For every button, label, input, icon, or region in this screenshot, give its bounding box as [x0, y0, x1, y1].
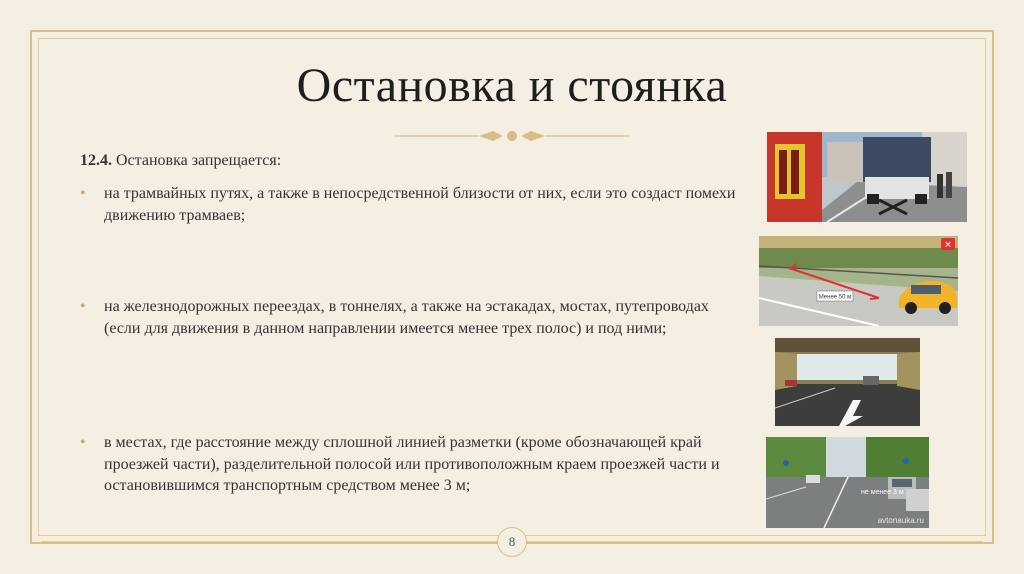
distance-label: не менее 3 м	[861, 489, 904, 496]
photo-tunnel	[775, 338, 920, 426]
bullet-icon: •	[80, 185, 86, 202]
rule-number: 12.4.	[80, 152, 112, 169]
list-item	[80, 183, 740, 226]
list-item-text: в местах, где расстояние между сплошной линией разметки (кроме обозначающей край проезжей части), разделительной полосой или противоположным краем проезжей части и остановившимся транспортным средством менее 3 м;	[104, 434, 720, 494]
rule-heading-text: Остановка запрещается:	[112, 152, 282, 169]
photo-street-distance	[766, 437, 929, 528]
distance-label: Менее 50 м	[818, 294, 852, 301]
title-ornament-icon	[395, 128, 629, 144]
footer-divider	[41, 541, 497, 542]
list-item-text: на трамвайных путях, а также в непосредственной близости от них, если это создаст помехи движению трамваев;	[104, 185, 736, 224]
list-item-text: на железнодорожных переездах, в тоннелях, а также на эстакадах, мостах, путепроводах (если для движения в данном направлении имеется менее трех полос) и под ними;	[104, 298, 709, 337]
list-item	[80, 296, 740, 339]
bullet-icon: •	[80, 298, 86, 315]
slide-title: Остановка и стоянка	[296, 59, 728, 112]
svg-text:✕: ✕	[944, 239, 952, 250]
rule-heading	[80, 152, 281, 170]
bullet-icon: •	[80, 434, 86, 451]
footer-divider	[527, 541, 983, 542]
photo-tram-tracks	[767, 132, 967, 222]
page-number: 8	[497, 527, 527, 557]
watermark-text: avtonauka.ru	[877, 516, 924, 525]
list-item	[80, 432, 740, 497]
photo-railway-crossing	[759, 236, 958, 326]
